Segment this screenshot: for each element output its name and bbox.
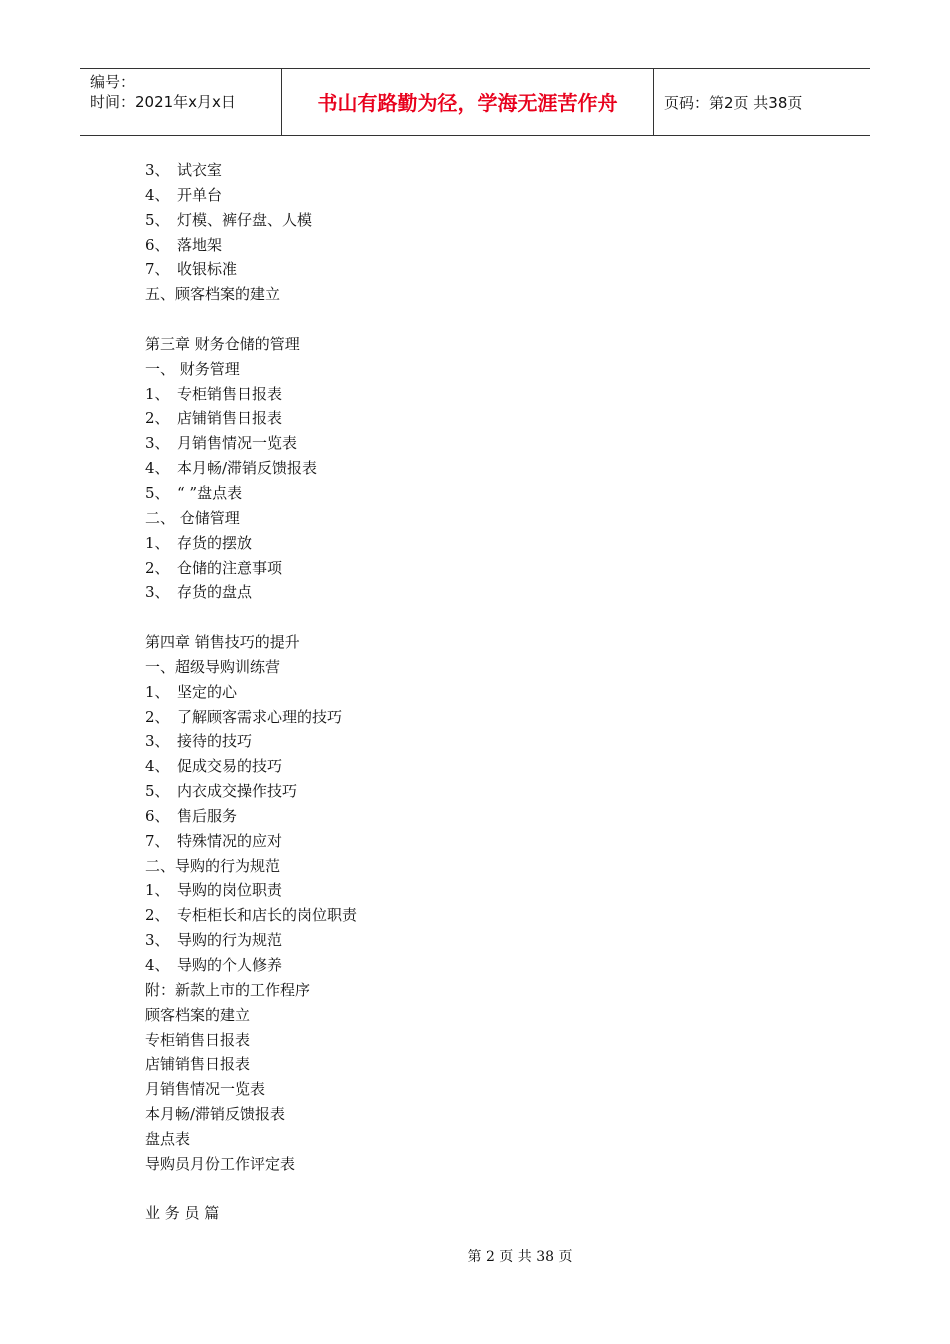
toc-line <box>145 655 795 680</box>
toc-item-number: 3、 <box>145 161 170 179</box>
toc-line <box>145 680 795 705</box>
toc-line <box>145 903 795 928</box>
toc-line <box>145 506 795 531</box>
toc-item-number: 2、 <box>145 906 170 925</box>
toc-line <box>145 1201 795 1226</box>
toc-item-text: 存货的摆放 <box>177 533 253 552</box>
toc-item-number: 2、 <box>145 558 170 577</box>
toc-item-text: 促成交易的技巧 <box>177 757 283 776</box>
toc-item-number: 4、 <box>145 757 170 776</box>
toc-line <box>145 829 795 854</box>
toc-line <box>145 1127 795 1152</box>
toc-item-text: 专柜销售日报表 <box>177 384 283 403</box>
toc-item-number: 3、 <box>145 583 170 602</box>
toc-item-text: 店铺销售日报表 <box>145 1055 251 1074</box>
toc-item-text: 内衣成交操作技巧 <box>177 782 298 801</box>
toc-item-text: 月销售情况一览表 <box>177 434 298 453</box>
toc-item-text: 了解顾客需求心理的技巧 <box>177 707 343 726</box>
toc-line <box>145 257 795 282</box>
toc-item-text: 二、导购的行为规范 <box>145 856 281 875</box>
toc-item-text: 一、 财务管理 <box>145 359 240 378</box>
toc-line <box>145 1003 795 1028</box>
toc-item-number: 7、 <box>145 831 170 850</box>
toc-line <box>145 406 795 431</box>
toc-line <box>145 332 795 357</box>
header-motto: 书山有路勤为径，学海无涯苦作舟 <box>282 69 654 135</box>
toc-line <box>145 431 795 456</box>
toc-item-text: 接待的技巧 <box>177 732 253 751</box>
toc-line <box>145 531 795 556</box>
toc-item-number: 3、 <box>145 931 170 950</box>
toc-item-text: 业 务 员 篇 <box>145 1204 220 1223</box>
toc-item-text: 一、超级导购训练营 <box>145 657 281 676</box>
toc-line <box>145 1152 795 1177</box>
document-number-label: 编号： <box>90 73 136 91</box>
blank-line <box>145 605 795 630</box>
toc-item-number: 6、 <box>145 235 170 254</box>
toc-line <box>145 779 795 804</box>
toc-item-number: 2、 <box>145 409 170 428</box>
toc-line <box>145 1077 795 1102</box>
toc-line <box>145 158 795 183</box>
toc-line <box>145 481 795 506</box>
toc-line <box>145 854 795 879</box>
toc-line <box>145 282 795 307</box>
page-header <box>80 68 870 136</box>
toc-item-number: 4、 <box>145 459 170 478</box>
toc-line <box>145 729 795 754</box>
toc-item-text: 开单台 <box>177 185 223 204</box>
toc-item-number: 5、 <box>145 483 170 502</box>
toc-item-text: 五、顾客档案的建立 <box>145 285 281 304</box>
toc-item-text: 落地架 <box>177 235 223 254</box>
page-footer: 第 2 页 共 38 页 <box>467 1249 573 1265</box>
toc-line <box>145 1102 795 1127</box>
toc-item-text: 本月畅/滞销反馈报表 <box>145 1105 286 1124</box>
toc-item-text: 导购员月份工作评定表 <box>145 1154 296 1173</box>
toc-line <box>145 630 795 655</box>
toc-item-number: 7、 <box>145 260 170 279</box>
toc-line <box>145 456 795 481</box>
table-of-contents <box>145 158 795 1226</box>
toc-line <box>145 357 795 382</box>
toc-item-number: 5、 <box>145 210 170 229</box>
toc-item-text: 试衣室 <box>177 161 223 179</box>
toc-line <box>145 1028 795 1053</box>
toc-line <box>145 233 795 258</box>
toc-line <box>145 183 795 208</box>
toc-item-text: 专柜柜长和店长的岗位职责 <box>177 906 358 925</box>
toc-item-number: 4、 <box>145 185 170 204</box>
toc-line <box>145 382 795 407</box>
toc-item-text: 导购的个人修养 <box>177 956 283 974</box>
toc-line <box>145 556 795 581</box>
toc-item-text: 导购的行为规范 <box>177 931 283 950</box>
toc-item-text: “ ”盘点表 <box>177 483 243 502</box>
toc-item-number: 5、 <box>145 782 170 801</box>
toc-item-text: 二、 仓储管理 <box>145 508 240 527</box>
document-date: 时间：2021年x月x日 <box>90 93 236 111</box>
toc-item-text: 第四章 销售技巧的提升 <box>145 633 300 652</box>
toc-item-text: 月销售情况一览表 <box>145 1080 266 1099</box>
toc-item-text: 附：新款上市的工作程序 <box>145 980 311 999</box>
toc-item-text: 售后服务 <box>177 806 238 825</box>
toc-item-number: 1、 <box>145 533 170 552</box>
toc-item-number: 3、 <box>145 732 170 751</box>
toc-item-text: 灯模、裤仔盘、人模 <box>177 210 313 229</box>
toc-line <box>145 978 795 1003</box>
toc-item-number: 6、 <box>145 806 170 825</box>
blank-line <box>145 307 795 332</box>
toc-line <box>145 953 795 978</box>
header-meta <box>80 69 282 135</box>
toc-item-number: 4、 <box>145 956 170 974</box>
toc-line <box>145 1052 795 1077</box>
blank-line <box>145 1177 795 1202</box>
toc-line <box>145 878 795 903</box>
toc-line <box>145 804 795 829</box>
toc-item-text: 导购的岗位职责 <box>177 881 283 900</box>
toc-line <box>145 580 795 605</box>
toc-item-text: 坚定的心 <box>177 682 238 701</box>
toc-item-number: 1、 <box>145 881 170 900</box>
toc-item-number: 1、 <box>145 384 170 403</box>
toc-item-number: 1、 <box>145 682 170 701</box>
toc-item-text: 盘点表 <box>145 1129 191 1148</box>
header-page-info: 页码：第2页 共38页 <box>664 94 803 112</box>
toc-line <box>145 208 795 233</box>
toc-item-text: 特殊情况的应对 <box>177 831 283 850</box>
toc-item-number: 3、 <box>145 434 170 453</box>
toc-line <box>145 705 795 730</box>
toc-item-text: 仓储的注意事项 <box>177 558 283 577</box>
toc-item-text: 店铺销售日报表 <box>177 409 283 428</box>
toc-item-text: 收银标准 <box>177 260 238 279</box>
toc-item-text: 存货的盘点 <box>177 583 253 602</box>
toc-item-text: 顾客档案的建立 <box>145 1005 251 1024</box>
toc-line <box>145 928 795 953</box>
toc-item-number: 2、 <box>145 707 170 726</box>
toc-item-text: 专柜销售日报表 <box>145 1030 251 1049</box>
toc-item-text: 第三章 财务仓储的管理 <box>145 334 300 353</box>
toc-line <box>145 754 795 779</box>
toc-item-text: 本月畅/滞销反馈报表 <box>177 459 318 478</box>
